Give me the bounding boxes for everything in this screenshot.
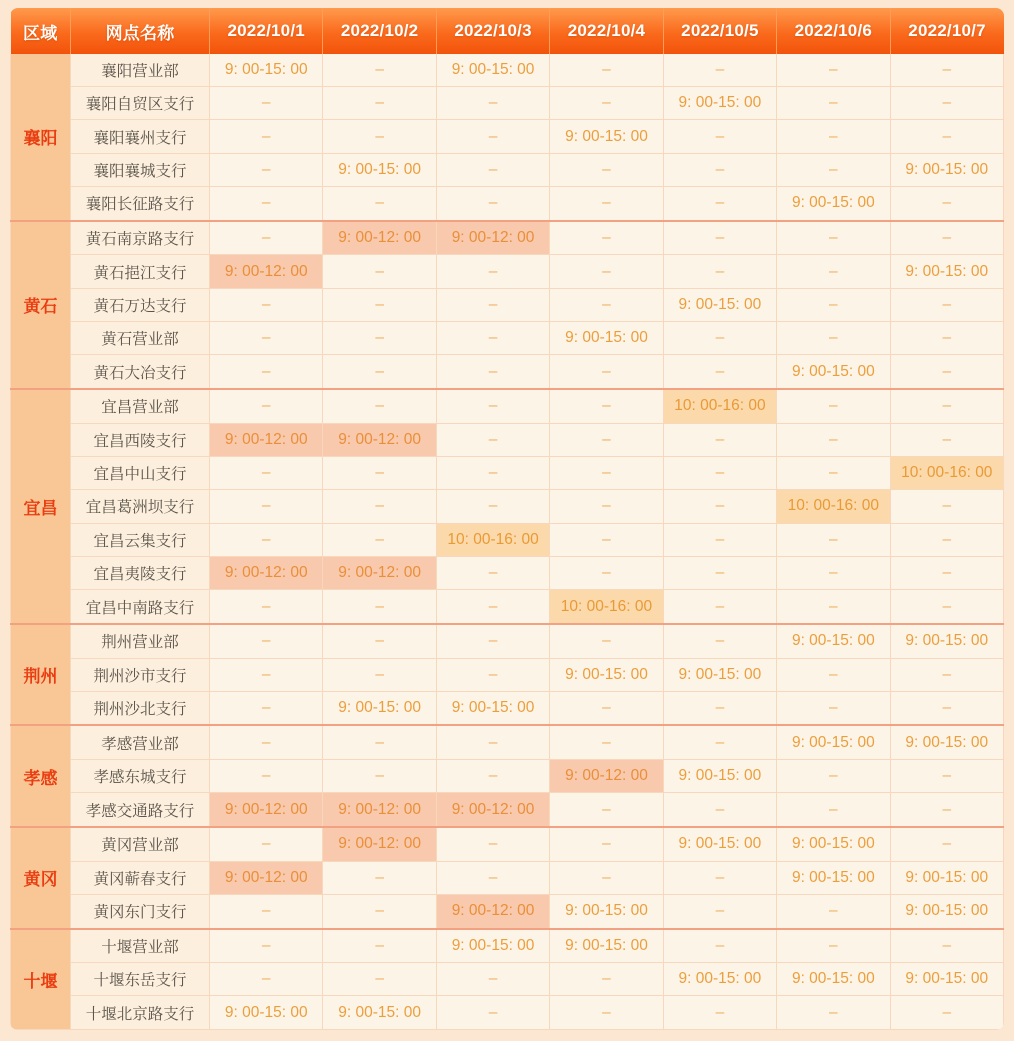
branch-name-cell: 黄石挹江支行 — [71, 255, 210, 288]
schedule-cell: 10: 00-16: 00 — [663, 389, 776, 423]
closed-cell: – — [663, 624, 776, 658]
closed-cell: – — [890, 490, 1003, 523]
closed-cell: – — [663, 490, 776, 523]
table-row — [11, 624, 1004, 658]
branch-name-cell: 黄冈营业部 — [71, 827, 210, 861]
schedule-cell: 10: 00-16: 00 — [890, 456, 1003, 489]
schedule-cell: 9: 00-15: 00 — [436, 691, 549, 725]
closed-cell: – — [550, 691, 663, 725]
closed-cell: – — [436, 658, 549, 691]
closed-cell: – — [550, 355, 663, 389]
branch-name-cell: 宜昌中南路支行 — [71, 590, 210, 624]
closed-cell: – — [210, 322, 323, 355]
table-row — [11, 658, 1004, 691]
branch-name-cell: 十堰营业部 — [71, 929, 210, 963]
column-header-date: 2022/10/6 — [777, 8, 890, 54]
closed-cell: – — [210, 827, 323, 861]
closed-cell: – — [436, 288, 549, 321]
closed-cell: – — [436, 255, 549, 288]
schedule-cell: 9: 00-15: 00 — [436, 929, 549, 963]
region-cell: 宜昌 — [11, 389, 71, 624]
closed-cell: – — [890, 929, 1003, 963]
closed-cell: – — [210, 929, 323, 963]
schedule-cell: 9: 00-12: 00 — [550, 760, 663, 793]
closed-cell: – — [323, 355, 436, 389]
column-header-date: 2022/10/2 — [323, 8, 436, 54]
closed-cell: – — [323, 288, 436, 321]
column-header-branch: 网点名称 — [71, 8, 210, 54]
schedule-cell: 9: 00-12: 00 — [323, 557, 436, 590]
closed-cell: – — [777, 456, 890, 489]
branch-name-cell: 襄阳营业部 — [71, 54, 210, 87]
schedule-cell: 9: 00-15: 00 — [323, 153, 436, 186]
schedule-cell: 9: 00-15: 00 — [210, 996, 323, 1030]
closed-cell: – — [663, 255, 776, 288]
closed-cell: – — [436, 120, 549, 153]
branch-name-cell: 宜昌夷陵支行 — [71, 557, 210, 590]
schedule-cell: 10: 00-16: 00 — [550, 590, 663, 624]
branch-name-cell: 黄石南京路支行 — [71, 221, 210, 255]
closed-cell: – — [323, 658, 436, 691]
closed-cell: – — [890, 389, 1003, 423]
closed-cell: – — [436, 87, 549, 120]
branch-name-cell: 荆州沙北支行 — [71, 691, 210, 725]
closed-cell: – — [210, 389, 323, 423]
closed-cell: – — [663, 793, 776, 827]
closed-cell: – — [777, 658, 890, 691]
closed-cell: – — [210, 456, 323, 489]
closed-cell: – — [210, 355, 323, 389]
branch-name-cell: 宜昌云集支行 — [71, 523, 210, 556]
schedule-cell: 9: 00-15: 00 — [777, 624, 890, 658]
table-row — [11, 288, 1004, 321]
schedule-cell: 9: 00-15: 00 — [890, 725, 1003, 759]
branch-name-cell: 黄冈东门支行 — [71, 894, 210, 928]
closed-cell: – — [890, 54, 1003, 87]
schedule-cell: 9: 00-15: 00 — [890, 255, 1003, 288]
closed-cell: – — [550, 54, 663, 87]
closed-cell: – — [663, 996, 776, 1030]
closed-cell: – — [550, 490, 663, 523]
table-row — [11, 861, 1004, 894]
closed-cell: – — [323, 255, 436, 288]
schedule-cell: 9: 00-12: 00 — [210, 861, 323, 894]
schedule-cell: 9: 00-15: 00 — [890, 963, 1003, 996]
table-row — [11, 590, 1004, 624]
closed-cell: – — [323, 54, 436, 87]
branch-schedule-table — [10, 8, 1004, 1030]
table-row — [11, 691, 1004, 725]
table-row — [11, 929, 1004, 963]
closed-cell: – — [436, 861, 549, 894]
closed-cell: – — [890, 590, 1003, 624]
schedule-cell: 9: 00-12: 00 — [436, 894, 549, 928]
table-row — [11, 187, 1004, 221]
closed-cell: – — [323, 760, 436, 793]
table-row — [11, 827, 1004, 861]
closed-cell: – — [210, 691, 323, 725]
closed-cell: – — [436, 590, 549, 624]
closed-cell: – — [777, 221, 890, 255]
closed-cell: – — [210, 963, 323, 996]
closed-cell: – — [436, 490, 549, 523]
schedule-cell: 9: 00-12: 00 — [436, 793, 549, 827]
closed-cell: – — [550, 153, 663, 186]
closed-cell: – — [436, 389, 549, 423]
table-row — [11, 490, 1004, 523]
closed-cell: – — [777, 793, 890, 827]
closed-cell: – — [436, 624, 549, 658]
branch-name-cell: 黄冈蕲春支行 — [71, 861, 210, 894]
closed-cell: – — [436, 355, 549, 389]
closed-cell: – — [890, 221, 1003, 255]
closed-cell: – — [663, 54, 776, 87]
branch-name-cell: 十堰东岳支行 — [71, 963, 210, 996]
closed-cell: – — [663, 929, 776, 963]
closed-cell: – — [550, 187, 663, 221]
branch-name-cell: 孝感营业部 — [71, 725, 210, 759]
closed-cell: – — [777, 760, 890, 793]
region-cell: 黄石 — [11, 221, 71, 389]
schedule-cell: 9: 00-15: 00 — [550, 929, 663, 963]
closed-cell: – — [323, 187, 436, 221]
schedule-cell: 9: 00-12: 00 — [210, 557, 323, 590]
header-row — [11, 8, 1004, 54]
table-row — [11, 221, 1004, 255]
closed-cell: – — [777, 523, 890, 556]
closed-cell: – — [663, 423, 776, 456]
closed-cell: – — [436, 456, 549, 489]
closed-cell: – — [777, 691, 890, 725]
closed-cell: – — [890, 793, 1003, 827]
closed-cell: – — [436, 996, 549, 1030]
closed-cell: – — [890, 355, 1003, 389]
region-cell: 襄阳 — [11, 54, 71, 221]
closed-cell: – — [323, 120, 436, 153]
schedule-cell: 9: 00-15: 00 — [890, 624, 1003, 658]
closed-cell: – — [323, 624, 436, 658]
table-row — [11, 423, 1004, 456]
table-row — [11, 760, 1004, 793]
region-cell: 黄冈 — [11, 827, 71, 929]
closed-cell: – — [436, 322, 549, 355]
closed-cell: – — [663, 187, 776, 221]
closed-cell: – — [663, 725, 776, 759]
schedule-cell: 9: 00-12: 00 — [210, 255, 323, 288]
table-row — [11, 355, 1004, 389]
table-row — [11, 523, 1004, 556]
closed-cell: – — [323, 725, 436, 759]
closed-cell: – — [663, 894, 776, 928]
table-row — [11, 389, 1004, 423]
closed-cell: – — [210, 221, 323, 255]
schedule-cell: 9: 00-15: 00 — [777, 861, 890, 894]
closed-cell: – — [890, 827, 1003, 861]
column-header-date: 2022/10/4 — [550, 8, 663, 54]
closed-cell: – — [210, 658, 323, 691]
column-header-date: 2022/10/7 — [890, 8, 1003, 54]
closed-cell: – — [663, 456, 776, 489]
region-cell: 孝感 — [11, 725, 71, 827]
schedule-cell: 9: 00-15: 00 — [777, 827, 890, 861]
schedule-cell: 10: 00-16: 00 — [777, 490, 890, 523]
closed-cell: – — [323, 894, 436, 928]
schedule-cell: 9: 00-15: 00 — [323, 996, 436, 1030]
branch-name-cell: 襄阳自贸区支行 — [71, 87, 210, 120]
table-row — [11, 153, 1004, 186]
branch-name-cell: 黄石营业部 — [71, 322, 210, 355]
schedule-cell: 9: 00-15: 00 — [663, 827, 776, 861]
closed-cell: – — [663, 120, 776, 153]
closed-cell: – — [210, 590, 323, 624]
closed-cell: – — [777, 255, 890, 288]
table-row — [11, 120, 1004, 153]
closed-cell: – — [663, 322, 776, 355]
closed-cell: – — [210, 490, 323, 523]
table-row — [11, 456, 1004, 489]
closed-cell: – — [663, 557, 776, 590]
table-row — [11, 996, 1004, 1030]
table-row — [11, 894, 1004, 928]
branch-name-cell: 黄石大冶支行 — [71, 355, 210, 389]
branch-name-cell: 孝感交通路支行 — [71, 793, 210, 827]
closed-cell: – — [550, 725, 663, 759]
closed-cell: – — [663, 355, 776, 389]
closed-cell: – — [436, 557, 549, 590]
closed-cell: – — [550, 288, 663, 321]
column-header-date: 2022/10/5 — [663, 8, 776, 54]
closed-cell: – — [210, 725, 323, 759]
closed-cell: – — [663, 153, 776, 186]
column-header-date: 2022/10/1 — [210, 8, 323, 54]
table-row — [11, 322, 1004, 355]
closed-cell: – — [323, 523, 436, 556]
closed-cell: – — [210, 894, 323, 928]
closed-cell: – — [777, 996, 890, 1030]
closed-cell: – — [777, 389, 890, 423]
closed-cell: – — [323, 456, 436, 489]
closed-cell: – — [777, 423, 890, 456]
branch-name-cell: 荆州沙市支行 — [71, 658, 210, 691]
closed-cell: – — [777, 322, 890, 355]
branch-name-cell: 孝感东城支行 — [71, 760, 210, 793]
branch-name-cell: 荆州营业部 — [71, 624, 210, 658]
closed-cell: – — [890, 322, 1003, 355]
branch-name-cell: 宜昌葛洲坝支行 — [71, 490, 210, 523]
closed-cell: – — [777, 590, 890, 624]
schedule-cell: 9: 00-15: 00 — [663, 658, 776, 691]
closed-cell: – — [777, 929, 890, 963]
closed-cell: – — [210, 624, 323, 658]
closed-cell: – — [550, 963, 663, 996]
table-row — [11, 87, 1004, 120]
schedule-cell: 9: 00-15: 00 — [777, 187, 890, 221]
closed-cell: – — [550, 423, 663, 456]
closed-cell: – — [777, 54, 890, 87]
closed-cell: – — [663, 861, 776, 894]
branch-name-cell: 宜昌营业部 — [71, 389, 210, 423]
schedule-cell: 9: 00-15: 00 — [777, 355, 890, 389]
schedule-cell: 9: 00-15: 00 — [890, 894, 1003, 928]
table-row — [11, 557, 1004, 590]
schedule-cell: 9: 00-15: 00 — [663, 963, 776, 996]
closed-cell: – — [210, 760, 323, 793]
schedule-cell: 9: 00-12: 00 — [210, 793, 323, 827]
closed-cell: – — [890, 658, 1003, 691]
schedule-cell: 9: 00-12: 00 — [323, 423, 436, 456]
closed-cell: – — [890, 523, 1003, 556]
closed-cell: – — [777, 87, 890, 120]
schedule-cell: 9: 00-15: 00 — [436, 54, 549, 87]
closed-cell: – — [663, 523, 776, 556]
schedule-cell: 9: 00-12: 00 — [323, 221, 436, 255]
closed-cell: – — [436, 760, 549, 793]
closed-cell: – — [550, 624, 663, 658]
schedule-cell: 9: 00-15: 00 — [323, 691, 436, 725]
closed-cell: – — [210, 87, 323, 120]
branch-name-cell: 襄阳襄州支行 — [71, 120, 210, 153]
closed-cell: – — [890, 288, 1003, 321]
table-row — [11, 963, 1004, 996]
closed-cell: – — [323, 389, 436, 423]
closed-cell: – — [436, 827, 549, 861]
schedule-cell: 9: 00-15: 00 — [550, 120, 663, 153]
closed-cell: – — [890, 187, 1003, 221]
closed-cell: – — [323, 963, 436, 996]
closed-cell: – — [436, 725, 549, 759]
schedule-cell: 9: 00-15: 00 — [663, 288, 776, 321]
closed-cell: – — [890, 423, 1003, 456]
branch-name-cell: 宜昌西陵支行 — [71, 423, 210, 456]
schedule-cell: 9: 00-15: 00 — [550, 658, 663, 691]
branch-schedule-table-container — [10, 8, 1004, 1030]
closed-cell: – — [210, 153, 323, 186]
closed-cell: – — [323, 490, 436, 523]
schedule-cell: 9: 00-15: 00 — [550, 322, 663, 355]
schedule-cell: 9: 00-12: 00 — [323, 793, 436, 827]
closed-cell: – — [436, 187, 549, 221]
branch-name-cell: 十堰北京路支行 — [71, 996, 210, 1030]
closed-cell: – — [210, 523, 323, 556]
closed-cell: – — [436, 963, 549, 996]
closed-cell: – — [663, 590, 776, 624]
closed-cell: – — [550, 523, 663, 556]
closed-cell: – — [663, 691, 776, 725]
branch-name-cell: 宜昌中山支行 — [71, 456, 210, 489]
closed-cell: – — [550, 456, 663, 489]
schedule-cell: 9: 00-15: 00 — [777, 963, 890, 996]
closed-cell: – — [210, 120, 323, 153]
closed-cell: – — [550, 255, 663, 288]
branch-name-cell: 襄阳长征路支行 — [71, 187, 210, 221]
schedule-cell: 9: 00-15: 00 — [550, 894, 663, 928]
closed-cell: – — [777, 894, 890, 928]
closed-cell: – — [550, 87, 663, 120]
branch-name-cell: 襄阳襄城支行 — [71, 153, 210, 186]
table-row — [11, 793, 1004, 827]
closed-cell: – — [777, 288, 890, 321]
closed-cell: – — [323, 929, 436, 963]
closed-cell: – — [890, 691, 1003, 725]
branch-name-cell: 黄石万达支行 — [71, 288, 210, 321]
closed-cell: – — [550, 861, 663, 894]
schedule-cell: 9: 00-15: 00 — [777, 725, 890, 759]
closed-cell: – — [436, 423, 549, 456]
schedule-cell: 9: 00-15: 00 — [890, 861, 1003, 894]
region-cell: 十堰 — [11, 929, 71, 1030]
closed-cell: – — [550, 557, 663, 590]
closed-cell: – — [890, 760, 1003, 793]
closed-cell: – — [210, 187, 323, 221]
closed-cell: – — [550, 793, 663, 827]
schedule-cell: 9: 00-15: 00 — [663, 760, 776, 793]
closed-cell: – — [436, 153, 549, 186]
schedule-cell: 9: 00-12: 00 — [436, 221, 549, 255]
column-header-region: 区域 — [11, 8, 71, 54]
closed-cell: – — [550, 389, 663, 423]
closed-cell: – — [323, 87, 436, 120]
schedule-cell: 9: 00-15: 00 — [890, 153, 1003, 186]
closed-cell: – — [777, 120, 890, 153]
closed-cell: – — [210, 288, 323, 321]
schedule-cell: 9: 00-15: 00 — [663, 87, 776, 120]
closed-cell: – — [323, 861, 436, 894]
schedule-cell: 9: 00-15: 00 — [210, 54, 323, 87]
closed-cell: – — [550, 827, 663, 861]
closed-cell: – — [890, 87, 1003, 120]
closed-cell: – — [890, 996, 1003, 1030]
closed-cell: – — [550, 996, 663, 1030]
column-header-date: 2022/10/3 — [436, 8, 549, 54]
table-row — [11, 54, 1004, 87]
closed-cell: – — [890, 557, 1003, 590]
closed-cell: – — [777, 557, 890, 590]
schedule-cell: 10: 00-16: 00 — [436, 523, 549, 556]
table-row — [11, 725, 1004, 759]
closed-cell: – — [663, 221, 776, 255]
region-cell: 荆州 — [11, 624, 71, 726]
schedule-cell: 9: 00-12: 00 — [323, 827, 436, 861]
table-row — [11, 255, 1004, 288]
closed-cell: – — [777, 153, 890, 186]
closed-cell: – — [323, 590, 436, 624]
closed-cell: – — [323, 322, 436, 355]
closed-cell: – — [890, 120, 1003, 153]
closed-cell: – — [550, 221, 663, 255]
schedule-cell: 9: 00-12: 00 — [210, 423, 323, 456]
